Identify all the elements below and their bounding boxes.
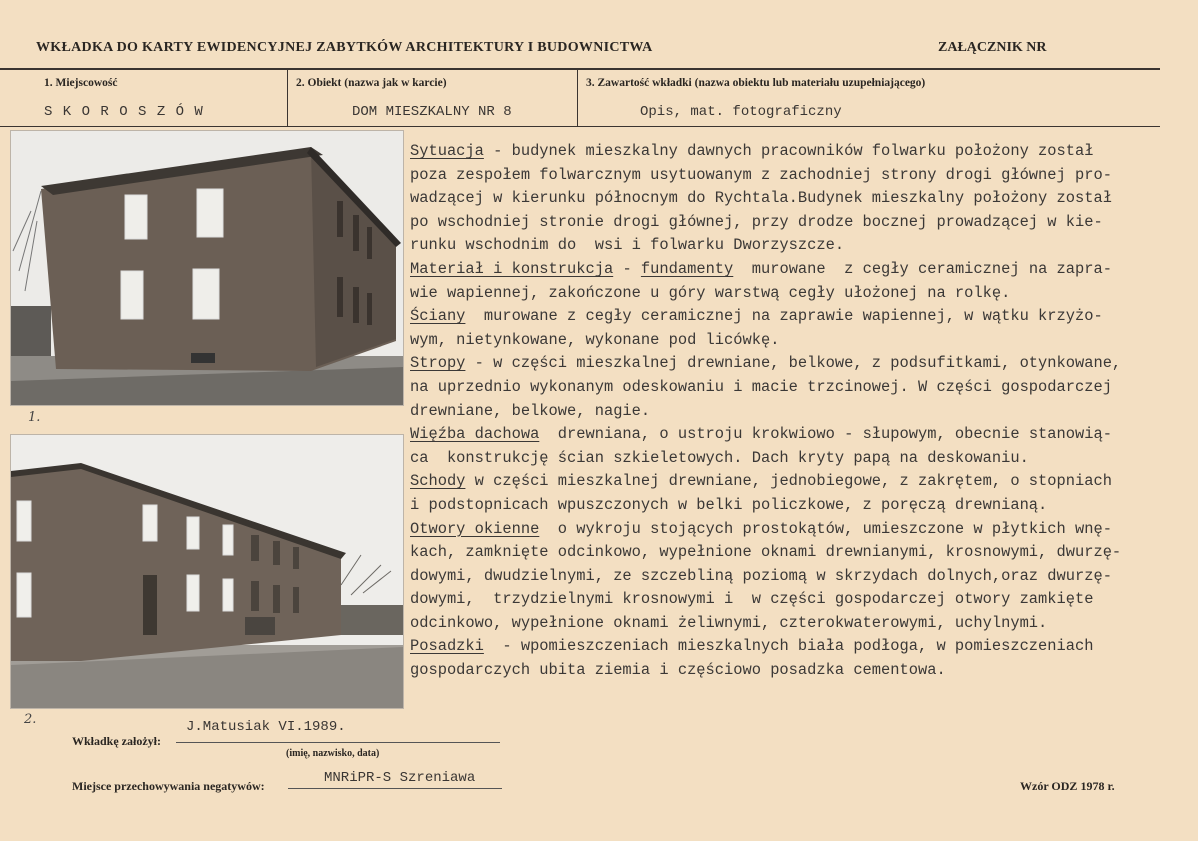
description-text: - budynek mieszkalny dawnych pracowników folwarku położony został <box>483 142 1094 160</box>
field-label-content: 3. Zawartość wkładki (nazwa obiektu lub materiału uzupełniającego) <box>586 77 926 89</box>
description-line <box>410 140 1185 164</box>
section-keyword: fundamenty <box>640 259 734 278</box>
field-value-locality: S K O R O S Z Ó W <box>44 104 204 120</box>
description-text: drewniana, o ustroju krokwiowo - słupowym, obecnie stanowią- <box>539 425 1112 444</box>
section-keyword: Materiał i konstrukcja <box>410 259 614 278</box>
description-text: i podstopnicach wpuszczonych w belki policzkowe, z poręczą drewnianą. <box>410 495 1048 514</box>
field-value-content: Opis, mat. fotograficzny <box>640 104 842 120</box>
description-line <box>410 305 1185 329</box>
description-text: murowane z cegły ceramicznej na zaprawie wapiennej, w wątku krzyżo- <box>465 307 1103 326</box>
description-text: - wpomieszczeniach mieszkalnych biała podłoga, w pomieszczeniach <box>483 637 1094 656</box>
description-text: dowymi, dwudzielnymi, ze szczebliną poziomą w skrzydach dolnych,oraz dwurzę- <box>410 566 1112 585</box>
created-by-label: Wkładkę założył: <box>72 734 161 748</box>
description-line <box>410 282 1185 306</box>
negatives-location-label: Miejsce przechowywania negatywów: <box>72 779 265 793</box>
description-line <box>410 447 1185 471</box>
description-line <box>410 234 1185 258</box>
field-label-locality: 1. Miejscowość <box>44 77 118 89</box>
header-rule-top <box>0 68 1160 70</box>
description-line <box>410 588 1185 612</box>
photo-1-number: 1. <box>28 410 41 425</box>
description-text: ca konstrukcję ścian szkieletowych. Dach kryty papą na deskowaniu. <box>410 448 1029 467</box>
description-text: o wykroju stojących prostokątów, umieszczone w płytkich wnę- <box>539 519 1112 538</box>
description-line <box>410 659 1185 683</box>
description-text: gospodarczych ubita ziemia i częściowo posadzka cementowa. <box>410 661 946 680</box>
section-keyword: Więźba dachowa <box>410 425 540 444</box>
description-text: wie wapiennej, zakończone u góry warstwą cegły ułożonej na rolkę. <box>410 283 1011 302</box>
form-title: WKŁADKA DO KARTY EWIDENCYJNEJ ZABYTKÓW ARCHITEKTURY I BUDOWNICTWA <box>36 40 653 55</box>
description-text: murowane z cegły ceramicznej na zapra- <box>733 259 1112 278</box>
description-line <box>410 400 1185 424</box>
description-line <box>410 541 1185 565</box>
field-label-object: 2. Obiekt (nazwa jak w karcie) <box>296 77 447 89</box>
description-text: - w części mieszkalnej drewniane, belkowe, z podsufitkami, otynkowane, <box>465 354 1122 373</box>
section-keyword: Posadzki <box>410 637 484 656</box>
description-line <box>410 211 1185 235</box>
section-keyword: Ściany <box>410 307 466 326</box>
description-text: poza zespołem folwarcznym usytuowanym z zachodniej strony drogi głównej pro- <box>410 165 1112 184</box>
annex-label: ZAŁĄCZNIK NR <box>938 40 1047 55</box>
description-text: po wschodniej stronie drogi głównej, przy drodze bocznej prowadzącej w kie- <box>410 212 1103 231</box>
description-line <box>410 329 1185 353</box>
description-text: runku wschodnim do wsi i folwarku Dworzyszcze. <box>410 236 845 255</box>
description-line <box>410 187 1185 211</box>
description-line <box>410 494 1185 518</box>
description-line <box>410 376 1185 400</box>
description-line <box>410 164 1185 188</box>
description-text: dowymi, trzydzielnymi krosnowymi i w części gospodarczej otwory zamkięte <box>410 590 1094 609</box>
description-line <box>410 258 1185 282</box>
description-text: wym, nietynkowane, wykonane pod licówkę. <box>410 330 780 349</box>
created-by-hint: (imię, nazwisko, data) <box>286 748 380 759</box>
description-line <box>410 518 1185 542</box>
photo-2-number: 2. <box>24 712 37 727</box>
description-line <box>410 565 1185 589</box>
header-rule-bottom <box>0 126 1160 127</box>
description-text: odcinkowo, wypełnione oknami żeliwnymi, czterokwaterowymi, uchylnymi. <box>410 613 1048 632</box>
field-divider-2 <box>577 69 578 126</box>
description-text: drewniane, belkowe, nagie. <box>410 401 651 420</box>
photo-1 <box>10 130 404 406</box>
description-text: na uprzednio wykonanym odeskowaniu i macie trzcinowej. W części gospodarczej <box>410 377 1112 396</box>
section-keyword: Schody <box>410 472 466 491</box>
description <box>410 140 1185 683</box>
negatives-location-value: MNRiPR-S Szreniawa <box>324 770 476 786</box>
description-line <box>410 612 1185 636</box>
section-keyword: Otwory okienne <box>410 519 540 538</box>
negatives-location-line <box>288 788 502 789</box>
description-line <box>410 635 1185 659</box>
description-text: w części mieszkalnej drewniane, jednobiegowe, z zakrętem, o stopniach <box>465 472 1112 491</box>
created-by-line <box>176 742 500 743</box>
field-divider-1 <box>287 69 288 126</box>
section-keyword: Sytuacja <box>410 142 484 160</box>
description-text: wadzącej w kierunku północnym do Rychtala.Budynek mieszkalny położony został <box>410 189 1112 208</box>
description-line <box>410 470 1185 494</box>
photo-2 <box>10 434 404 709</box>
section-keyword: Stropy <box>410 354 466 373</box>
description-line <box>410 423 1185 447</box>
description-line <box>410 352 1185 376</box>
created-by-value: J.Matusiak VI.1989. <box>186 719 346 735</box>
description-text: - <box>613 259 641 278</box>
description-text: kach, zamknięte odcinkowo, wypełnione oknami drewnianymi, krosnowymi, dwurzę- <box>410 543 1122 562</box>
field-value-object: DOM MIESZKALNY NR 8 <box>352 104 512 120</box>
form-reference: Wzór ODZ 1978 r. <box>1020 779 1115 793</box>
